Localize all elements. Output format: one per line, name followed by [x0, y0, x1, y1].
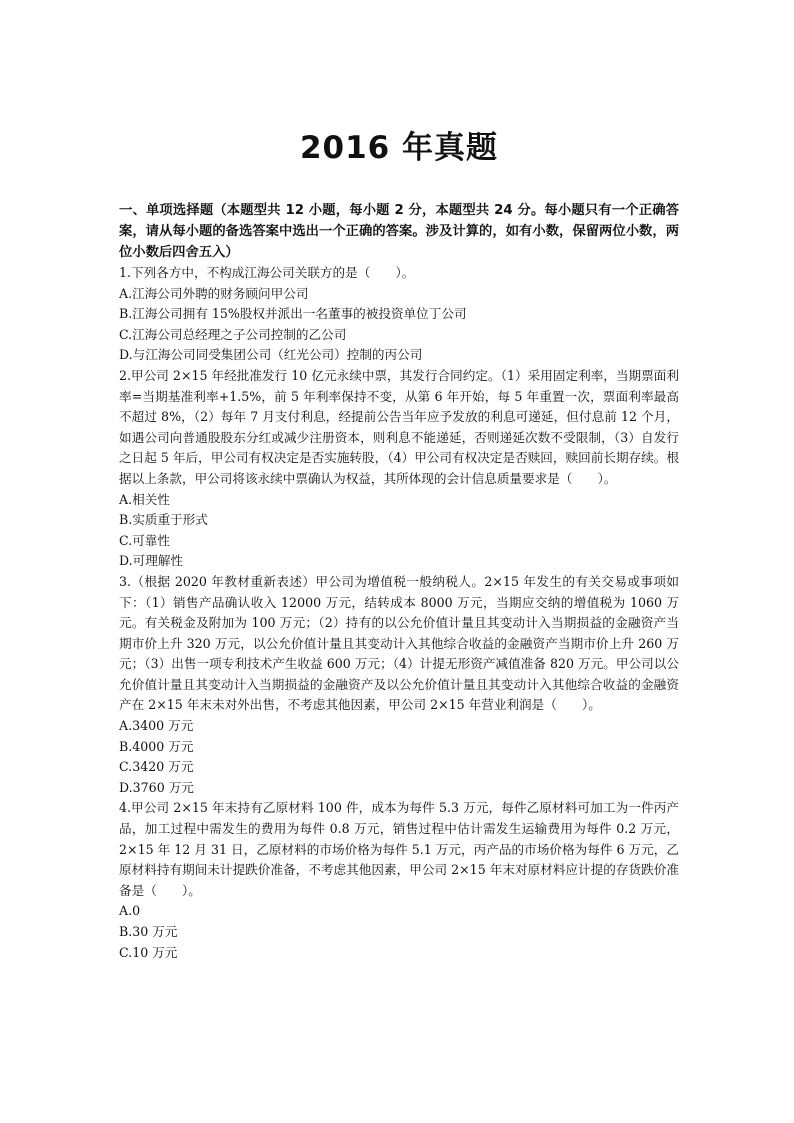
- option-b: B.江海公司拥有 15%股权并派出一名董事的被投资单位丁公司: [119, 306, 467, 322]
- question-stem: 1.下列各方中，不构成江海公司关联方的是（ ）。: [119, 265, 415, 280]
- option-c: C.江海公司总经理之子公司控制的乙公司: [119, 326, 347, 342]
- option-d: D.与江海公司同受集团公司（红光公司）控制的丙公司: [119, 347, 423, 363]
- question-stem: 4.甲公司 2×15 年末持有乙原材料 100 件，成本为每件 5.3 万元，每件乙原材料可加工为一件丙产品，加工过程中需发生的费用为每件 0.8 万元，销售过程中估计需发生运输费用为每件 0.2 万元，2×15 年 12 月 31 日，乙原材料的市场价格为每件 5.1 万元，丙产品的市场价格为每件 6 万元，乙原材料持有期间未计提跌价准备，不考虑其他因素，甲公司 2×15 年末对原材料应计提的存货跌价准备是（ ）。: [119, 800, 679, 898]
- option-d: D.3760 万元: [119, 779, 194, 795]
- option-c: C.可靠性: [119, 532, 170, 548]
- option-a: A.3400 万元: [119, 718, 194, 734]
- option-b: B.实质重于形式: [119, 512, 208, 528]
- option-b: B.4000 万元: [119, 738, 194, 754]
- question-4: [119, 798, 679, 963]
- option-b: B.30 万元: [119, 924, 178, 939]
- question-stem: 3.（根据 2020 年教材重新表述）甲公司为增值税一般纳税人。2×15 年发生的有关交易或事项如下：（1）销售产品确认收入 12000 万元，结转成本 8000 万元，当期应交纳的增值税为 1060 万元。有关税金及附加为 100 万元；（2）持有的以公允价值计量且其变动计入当期损益的金融资产当期市价上升 320 万元，以公允价值计量且其变动计入其他综合收益的金融资产当期市价上升 260 万元；（3）出售一项专利技术产生收益 600 万元；（4）计提无形资产减值准备 820 万元。甲公司以公允价值计量且其变动计入当期损益的金融资产及以公允价值计量且其变动计入其他综合收益的金融资产在 2×15 年末未对外出售，不考虑其他因素，甲公司 2×15 年营业利润是（ ）。: [119, 573, 679, 713]
- section-heading: 一、单项选择题（本题型共 12 小题，每小题 2 分，本题型共 24 分。每小题只有一个正确答案，请从每小题的备选答案中选出一个正确的答案。涉及计算的，如有小数，保留两位小数，两位小数后四舍五入）: [119, 203, 679, 260]
- option-d: D.可理解性: [119, 553, 184, 569]
- page-title: 2016 年真题: [299, 130, 499, 166]
- question-2: [119, 366, 679, 572]
- option-c: C.3420 万元: [119, 759, 194, 775]
- question-stem: 2.甲公司 2×15 年经批准发行 10 亿元永续中票，其发行合同约定。（1）采用固定利率，当期票面利率=当期基准利率+1.5%，前 5 年利率保持不变，从第 6 年开始，每 5 年重置一次，票面利率最高不超过 8%，（2）每年 7 月支付利息，经提前公告当年应予发放的利息可递延，但付息前 12 个月，如遇公司向普通股股东分红或减少注册资本，则利息不能递延，否则递延次数不受限制，（3）自发行之日起 5 年后，甲公司有权决定是否实施转股，（4）甲公司有权决定是否赎回，赎回前长期存续。根据以上条款，甲公司将该永续中票确认为权益，其所体现的会计信息质量要求是（ ）。: [119, 367, 679, 486]
- question-3: [119, 572, 679, 799]
- question-1: [119, 263, 679, 366]
- document-page: [119, 128, 679, 963]
- option-c: C.10 万元: [119, 944, 178, 960]
- option-a: A.江海公司外聘的财务顾问甲公司: [119, 285, 309, 301]
- option-a: A.相关性: [119, 491, 170, 507]
- option-a: A.0: [119, 903, 141, 919]
